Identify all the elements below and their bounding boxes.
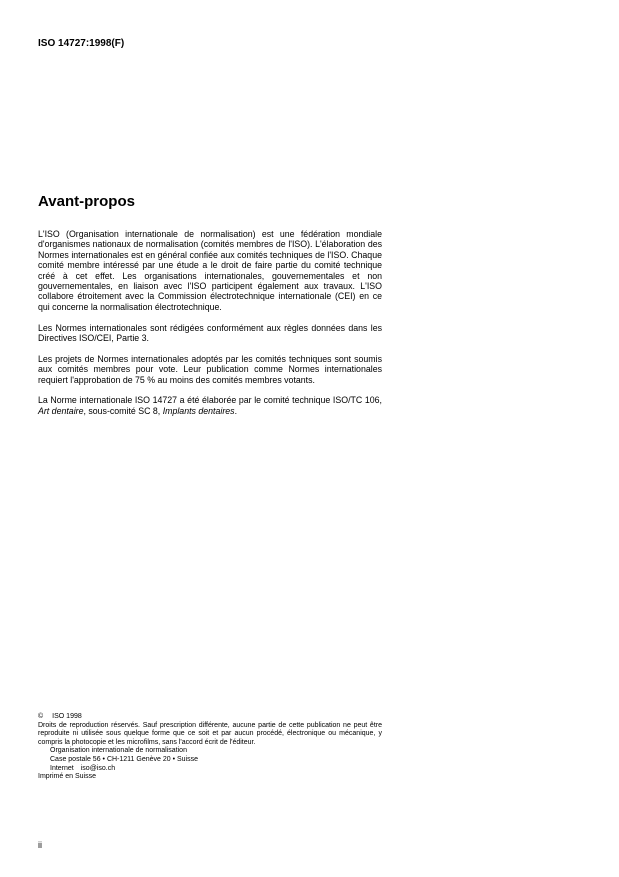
- preparation-suffix: .: [234, 405, 238, 416]
- paragraph-iso-organisation: L'ISO (Organisation internationale de normalisation) est une fédération mondiale d'organismes nationaux de normalisation (comités membres de l'ISO). L'élaboration des Normes internationales est en général confiée aux comités techniques de l'ISO. Chaque comité membre intéressé par une étude a le droit de faire partie du comité technique créé à cet effet. Les organisations internationales, gouvernementales et non gouvernementales, en liaison avec l'ISO participent également aux travaux. L'ISO collabore étroitement avec la Commission électrotechnique internationale (CEI) en ce qui concerne la normalisation électrotechnique.: [38, 229, 382, 312]
- page-number: ii: [38, 840, 42, 850]
- postal-box: Case postale 56: [50, 755, 101, 763]
- postal-country: Suisse: [177, 755, 199, 763]
- committee-name: Art dentaire: [38, 405, 84, 416]
- organisation-name: Organisation internationale de normalisation: [50, 747, 187, 755]
- section-title: Avant-propos: [38, 193, 135, 210]
- rights-notice: Droits de reproduction réservés. Sauf prescription différente, aucune partie de cette publication ne peut être reproduite ni utilisée sous quelque forme que ce soit et par aucun procédé, électronique ou mécanique, y compris la photocopie et les microfilms, sans l'accord écrit de l'éditeur.: [38, 721, 382, 746]
- copyright-line: [38, 713, 382, 722]
- document-id: ISO 14727:1998(F): [38, 38, 125, 49]
- copyright-text: ISO 1998: [52, 713, 82, 720]
- subcommittee-name: Implants dentaires: [162, 405, 235, 416]
- printed-in: Imprimé en Suisse: [38, 773, 96, 781]
- paragraph-approval: Les projets de Normes internationales adoptés par les comités techniques sont soumis aux comités membres pour vote. Leur publication comme Normes internationales requiert l'approbation de 75 % au moins des comités membres votants.: [38, 353, 382, 385]
- copyright-icon: ©: [38, 713, 44, 720]
- internet-email: iso@iso.ch: [80, 764, 116, 772]
- postal-address: [50, 756, 382, 765]
- preparation-prefix: La Norme internationale ISO 14727 a été élaborée par le comité technique ISO/TC 106,: [38, 395, 382, 406]
- copyright-footer: [38, 713, 382, 782]
- foreword-body: [38, 229, 382, 427]
- internet-line: [50, 765, 382, 774]
- preparation-middle: , sous-comité SC 8,: [83, 405, 163, 416]
- paragraph-drafting-rules: Les Normes internationales sont rédigées conformément aux règles données dans les Directives ISO/CEI, Partie 3.: [38, 322, 382, 344]
- internet-label: Internet: [50, 764, 74, 772]
- bullet-icon: •: [102, 755, 105, 763]
- publisher-address: [38, 747, 382, 773]
- bullet-icon: •: [172, 755, 176, 763]
- postal-city: CH-1211 Genève 20: [106, 755, 171, 763]
- paragraph-preparation: [38, 395, 382, 416]
